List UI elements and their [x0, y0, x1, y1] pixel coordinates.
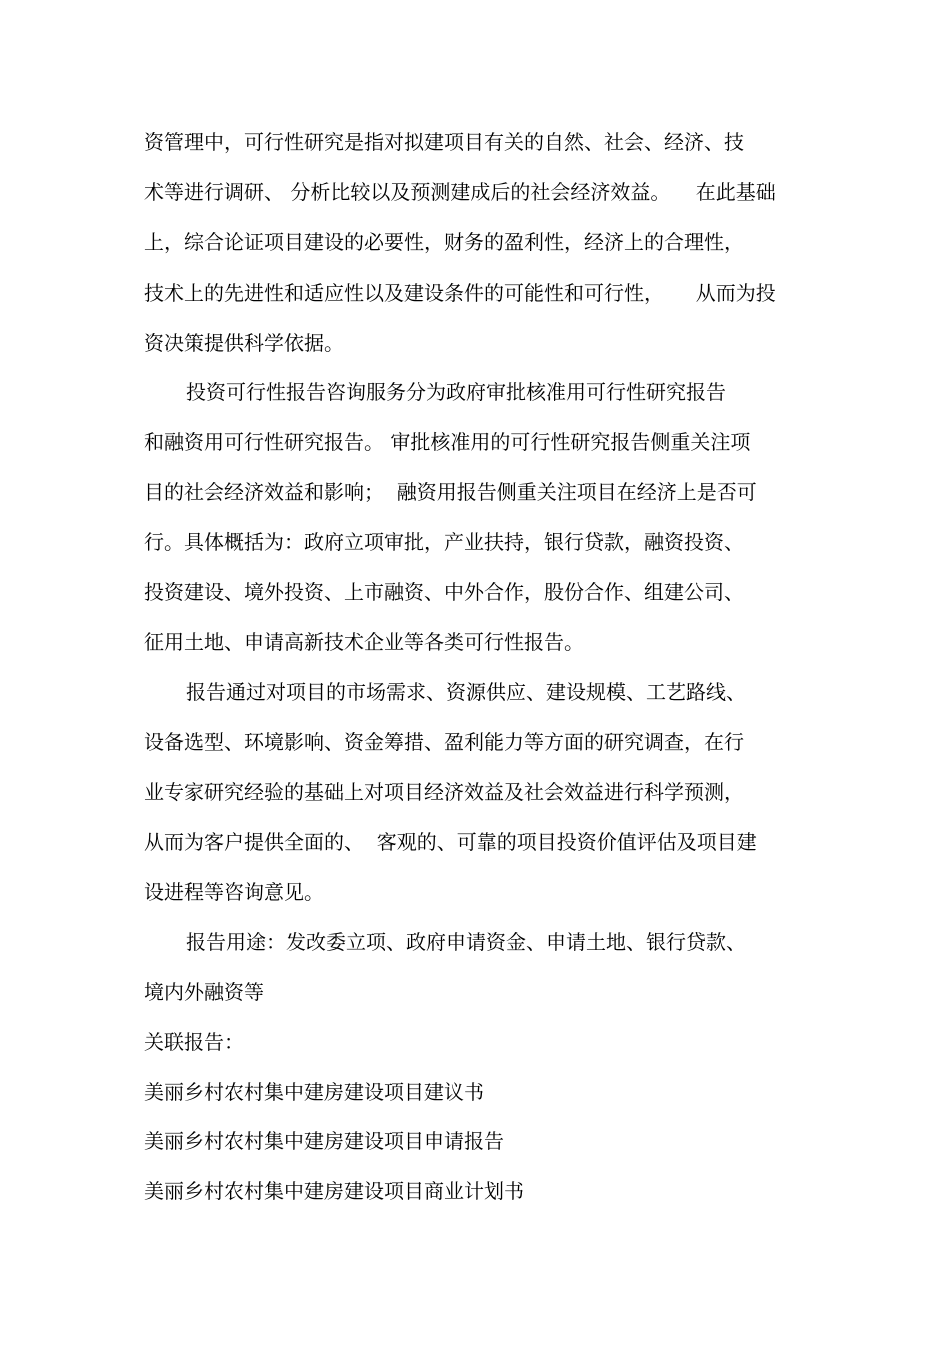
paragraph-3-line-5: 设进程等咨询意见。 — [144, 880, 324, 904]
paragraph-3-line-4: 从而为客户提供全面的、 客观的、可靠的项目投资价值评估及项目建 — [144, 830, 757, 854]
paragraph-4-line-1: 报告用途：发改委立项、政府申请资金、申请土地、银行贷款、 — [186, 930, 746, 954]
paragraph-3-line-2: 设备选型、环境影响、资金筹措、盈利能力等方面的研究调查，在行 — [144, 730, 744, 754]
related-report-1: 美丽乡村农村集中建房建设项目建议书 — [144, 1080, 484, 1104]
paragraph-2-line-4: 行。具体概括为：政府立项审批，产业扶持，银行贷款，融资投资、 — [144, 530, 744, 554]
paragraph-4-line-2: 境内外融资等 — [144, 980, 264, 1004]
paragraph-2-line-2: 和融资用可行性研究报告。 审批核准用的可行性研究报告侧重关注项 — [144, 430, 751, 454]
paragraph-1-line-3: 上，综合论证项目建设的必要性，财务的盈利性，经济上的合理性， — [144, 230, 744, 254]
paragraph-1-line-1: 资管理中，可行性研究是指对拟建项目有关的自然、社会、经济、技 — [144, 130, 744, 154]
related-reports-heading: 关联报告： — [144, 1030, 244, 1054]
paragraph-1-line-4: 技术上的先进性和适应性以及建设条件的可能性和可行性， 从而为投 — [144, 281, 776, 305]
paragraph-2-line-5: 投资建设、境外投资、上市融资、中外合作，股份合作、组建公司、 — [144, 580, 744, 604]
paragraph-2-line-1: 投资可行性报告咨询服务分为政府审批核准用可行性研究报告 — [186, 380, 726, 404]
paragraph-1-line-2: 术等进行调研、 分析比较以及预测建成后的社会经济效益。 在此基础 — [144, 180, 776, 204]
paragraph-3-line-1: 报告通过对项目的市场需求、资源供应、建设规模、工艺路线、 — [186, 680, 746, 704]
related-report-2: 美丽乡村农村集中建房建设项目申请报告 — [144, 1129, 504, 1153]
paragraph-3-line-3: 业专家研究经验的基础上对项目经济效益及社会效益进行科学预测， — [144, 780, 744, 804]
paragraph-2-line-6: 征用土地、申请高新技术企业等各类可行性报告。 — [144, 630, 584, 654]
paragraph-2-line-3: 目的社会经济效益和影响； 融资用报告侧重关注项目在经济上是否可 — [144, 480, 757, 504]
related-report-3: 美丽乡村农村集中建房建设项目商业计划书 — [144, 1179, 524, 1203]
paragraph-1-line-5: 资决策提供科学依据。 — [144, 331, 344, 355]
